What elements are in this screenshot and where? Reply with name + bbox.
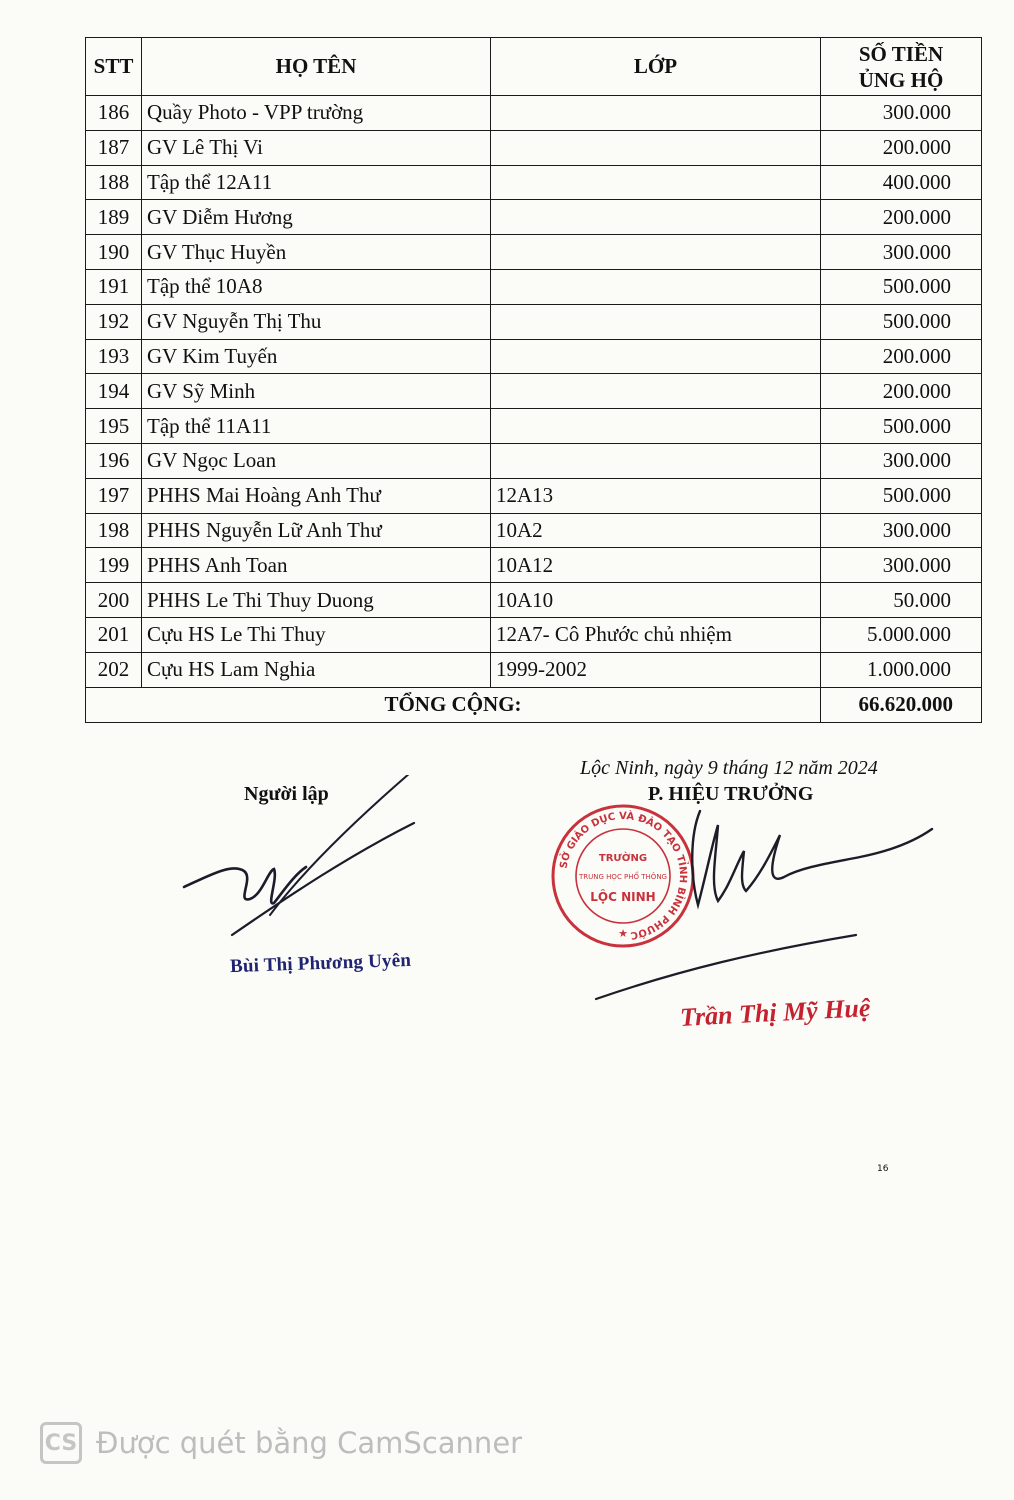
stamp-ring-text: SỞ GIÁO DỤC VÀ ĐÀO TẠO TỈNH BÌNH PHƯỚC [558, 810, 689, 941]
principal-name: Trần Thị Mỹ Huệ [679, 993, 872, 1032]
cell-name: Tập thể 11A11 [142, 409, 491, 444]
cell-amount: 50.000 [821, 583, 982, 618]
cell-class [491, 269, 821, 304]
cell-amount: 5.000.000 [821, 617, 982, 652]
cell-amount: 300.000 [821, 443, 982, 478]
cell-name: GV Diễm Hương [142, 200, 491, 235]
camscanner-text: Được quét bằng CamScanner [96, 1426, 523, 1460]
cell-class [491, 409, 821, 444]
cell-amount: 1.000.000 [821, 652, 982, 687]
table-row [86, 409, 982, 444]
cell-name: Quầy Photo - VPP trường [142, 96, 491, 131]
cell-stt: 186 [86, 96, 142, 131]
cell-name: GV Kim Tuyến [142, 339, 491, 374]
cell-class: 12A7- Cô Phước chủ nhiệm [491, 617, 821, 652]
cell-name: GV Ngọc Loan [142, 443, 491, 478]
table-row [86, 513, 982, 548]
stamp-line2: TRUNG HỌC PHỔ THÔNG [579, 873, 667, 881]
cell-stt: 188 [86, 165, 142, 200]
principal-signature-block [540, 755, 960, 1055]
table-row [86, 652, 982, 687]
cell-name: Tập thể 12A11 [142, 165, 491, 200]
table-row [86, 617, 982, 652]
cell-amount: 200.000 [821, 339, 982, 374]
preparer-name: Bùi Thị Phương Uyên [229, 949, 412, 978]
cell-stt: 202 [86, 652, 142, 687]
header-amount-line2: ỦNG HỘ [858, 67, 944, 92]
date-line: Lộc Ninh, ngày 9 tháng 12 năm 2024 [580, 757, 878, 779]
stamp-line3: LỘC NINH [590, 890, 656, 904]
table-row [86, 339, 982, 374]
table-row [86, 165, 982, 200]
cell-class [491, 165, 821, 200]
page-number: 16 [877, 1164, 889, 1174]
total-row [86, 687, 982, 722]
cell-amount: 300.000 [821, 235, 982, 270]
cell-stt: 192 [86, 304, 142, 339]
cell-stt: 191 [86, 269, 142, 304]
donation-table-container [85, 37, 981, 723]
cell-class [491, 374, 821, 409]
preparer-signature-block [170, 775, 430, 1005]
table-row [86, 304, 982, 339]
table-row [86, 130, 982, 165]
cell-name: Cựu HS Le Thi Thuy [142, 617, 491, 652]
cell-amount: 200.000 [821, 200, 982, 235]
table-row [86, 443, 982, 478]
cell-name: GV Lê Thị Vi [142, 130, 491, 165]
cell-name: GV Nguyễn Thị Thu [142, 304, 491, 339]
header-class: LỚP [491, 38, 821, 96]
camscanner-logo-icon: CS [40, 1422, 82, 1464]
cell-class: 12A13 [491, 478, 821, 513]
cell-amount: 500.000 [821, 304, 982, 339]
principal-title: P. HIỆU TRƯỞNG [648, 783, 814, 805]
header-amount-line1: SỐ TIỀN [858, 41, 944, 66]
cell-name: PHHS Anh Toan [142, 548, 491, 583]
cell-name: Cựu HS Lam Nghia [142, 652, 491, 687]
cell-stt: 193 [86, 339, 142, 374]
table-row [86, 235, 982, 270]
total-amount: 66.620.000 [821, 687, 982, 722]
cell-class [491, 130, 821, 165]
preparer-signature-icon [170, 775, 430, 955]
cell-name: GV Thục Huyền [142, 235, 491, 270]
table-row [86, 200, 982, 235]
camscanner-watermark [40, 1418, 522, 1468]
cell-amount: 200.000 [821, 374, 982, 409]
cell-amount: 200.000 [821, 130, 982, 165]
cell-class [491, 443, 821, 478]
cell-stt: 195 [86, 409, 142, 444]
cell-class [491, 304, 821, 339]
principal-signature-icon [540, 755, 960, 1015]
cell-amount: 300.000 [821, 513, 982, 548]
cell-name: PHHS Le Thi Thuy Duong [142, 583, 491, 618]
cell-name: GV Sỹ Minh [142, 374, 491, 409]
header-name: HỌ TÊN [142, 38, 491, 96]
cell-class [491, 200, 821, 235]
cell-amount: 300.000 [821, 96, 982, 131]
cell-stt: 197 [86, 478, 142, 513]
table-row [86, 548, 982, 583]
cell-amount: 300.000 [821, 548, 982, 583]
donation-table [85, 37, 982, 723]
cell-class [491, 96, 821, 131]
header-amount [821, 38, 982, 96]
cell-amount: 400.000 [821, 165, 982, 200]
total-label: TỔNG CỘNG: [86, 687, 821, 722]
cell-class: 10A2 [491, 513, 821, 548]
table-row [86, 269, 982, 304]
table-row [86, 583, 982, 618]
cell-stt: 190 [86, 235, 142, 270]
stamp-star-icon: ★ [618, 927, 628, 940]
cell-stt: 199 [86, 548, 142, 583]
cell-class [491, 235, 821, 270]
cell-stt: 201 [86, 617, 142, 652]
cell-amount: 500.000 [821, 269, 982, 304]
cell-class: 10A12 [491, 548, 821, 583]
cell-name: Tập thể 10A8 [142, 269, 491, 304]
cell-amount: 500.000 [821, 478, 982, 513]
cell-stt: 194 [86, 374, 142, 409]
cell-amount: 500.000 [821, 409, 982, 444]
cell-name: PHHS Mai Hoàng Anh Thư [142, 478, 491, 513]
table-row [86, 96, 982, 131]
cell-class: 1999-2002 [491, 652, 821, 687]
cell-name: PHHS Nguyễn Lữ Anh Thư [142, 513, 491, 548]
cell-stt: 189 [86, 200, 142, 235]
cell-stt: 187 [86, 130, 142, 165]
cell-class: 10A10 [491, 583, 821, 618]
cell-stt: 200 [86, 583, 142, 618]
cell-stt: 196 [86, 443, 142, 478]
table-row [86, 374, 982, 409]
table-header-row [86, 38, 982, 96]
preparer-title: Người lập [244, 783, 329, 805]
table-row [86, 478, 982, 513]
stamp-line1: TRƯỜNG [598, 853, 648, 864]
cell-stt: 198 [86, 513, 142, 548]
header-stt: STT [86, 38, 142, 96]
cell-class [491, 339, 821, 374]
